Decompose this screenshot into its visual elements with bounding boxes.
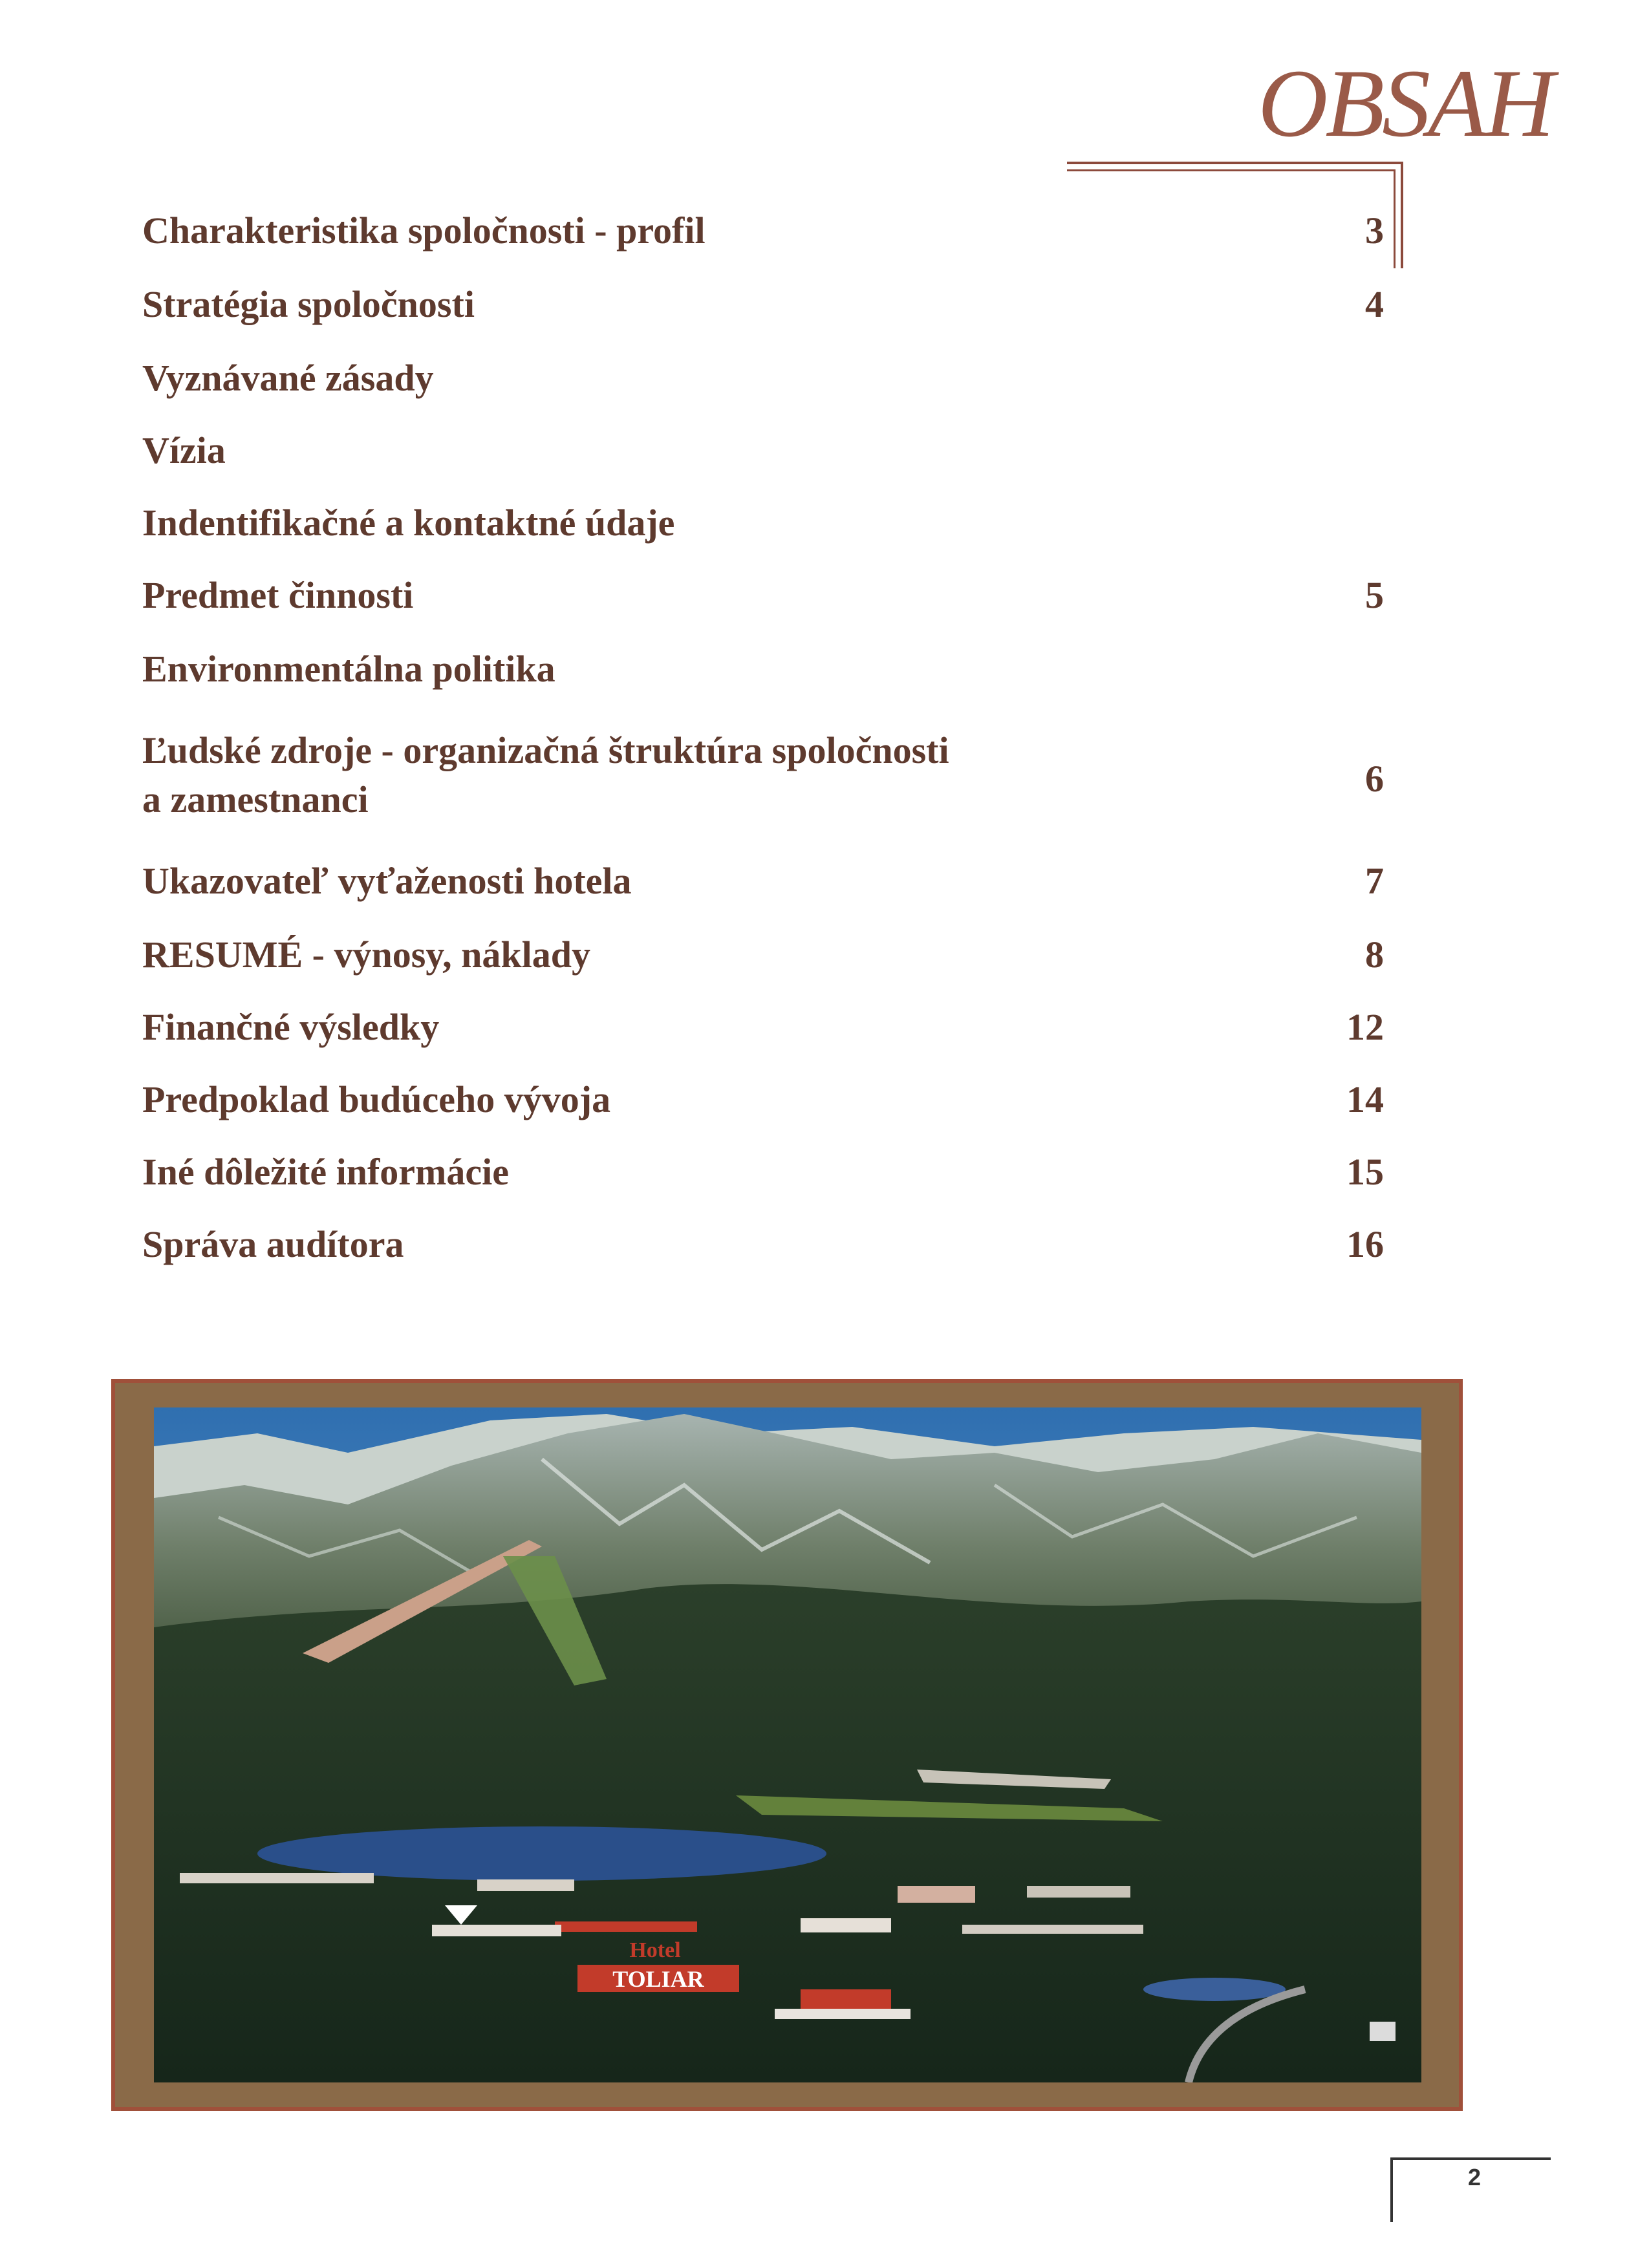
page-title: OBSAH (1258, 50, 1552, 157)
toc-entry-page: 3 (1365, 209, 1384, 251)
toc-entry-label: Ľudské zdroje - organizačná štruktúra spoločnosti (142, 729, 949, 771)
mountain-landscape-illustration (154, 1407, 1421, 2082)
toc-entry-page: 15 (1346, 1151, 1384, 1193)
toc-entry-page: 8 (1365, 934, 1384, 976)
toc-entry-label: Správa audítora (142, 1223, 404, 1265)
toc-entry[interactable] (142, 1147, 1423, 1219)
page-number: 2 (1467, 2164, 1482, 2190)
toc-entry-page: 16 (1346, 1223, 1384, 1265)
footer-corner-line (1390, 2157, 1393, 2222)
toc-entry-label: Environmentálna politika (142, 648, 555, 690)
toc-entry-label: Predpoklad budúceho vývoja (142, 1078, 611, 1120)
toc-entry-label: Indentifikačné a kontaktné údaje (142, 502, 675, 544)
toc-entry[interactable] (142, 644, 1423, 716)
toc-entry[interactable] (142, 498, 1423, 570)
landscape-photo (154, 1407, 1421, 2082)
toc-entry[interactable] (142, 425, 1423, 498)
toc-entry[interactable] (142, 1075, 1423, 1147)
toc-entry-page: 14 (1346, 1078, 1384, 1120)
toc-entry[interactable] (142, 1219, 1423, 1292)
toc-entry-page: 12 (1346, 1006, 1384, 1048)
toc-entry-page: 6 (1365, 758, 1384, 800)
toc-entry-page: 4 (1365, 283, 1384, 325)
toc-entry-label: Vyznávané zásady (142, 357, 434, 399)
toc-entry-label: Charakteristika spoločnosti - profil (142, 209, 706, 251)
toc-entry[interactable] (142, 1002, 1423, 1075)
toc-entry[interactable] (142, 570, 1423, 643)
toc-entry[interactable] (142, 725, 1423, 829)
toc-entry[interactable] (142, 930, 1423, 1002)
toc-entry-page: 5 (1365, 574, 1384, 616)
toc-entry-label-continued: a zamestnanci (142, 778, 369, 820)
toc-entry-label: RESUMÉ - výnosy, náklady (142, 934, 590, 976)
toc-entry-label: Ukazovateľ vyťaženosti hotela (142, 860, 632, 902)
title-frame-line (1067, 162, 1403, 164)
toc-entry-label: Predmet činnosti (142, 574, 414, 616)
hotel-sign-top: Hotel (629, 1938, 681, 1962)
toc-entry-label: Stratégia spoločnosti (142, 283, 475, 325)
toc-entry[interactable] (142, 279, 1423, 352)
toc-entry-label: Vízia (142, 429, 226, 471)
toc-entry[interactable] (142, 856, 1423, 928)
toc-entry-label: Finančné výsledky (142, 1006, 440, 1048)
toc-entry-page: 7 (1365, 860, 1384, 902)
hotel-sign: TOLIAR (612, 1966, 704, 1992)
toc-entry[interactable] (142, 206, 1423, 278)
title-frame-line-inner (1067, 169, 1396, 171)
photo-frame (111, 1379, 1463, 2111)
toc-entry[interactable] (142, 353, 1423, 425)
toc-entry-label: Iné dôležité informácie (142, 1151, 509, 1193)
